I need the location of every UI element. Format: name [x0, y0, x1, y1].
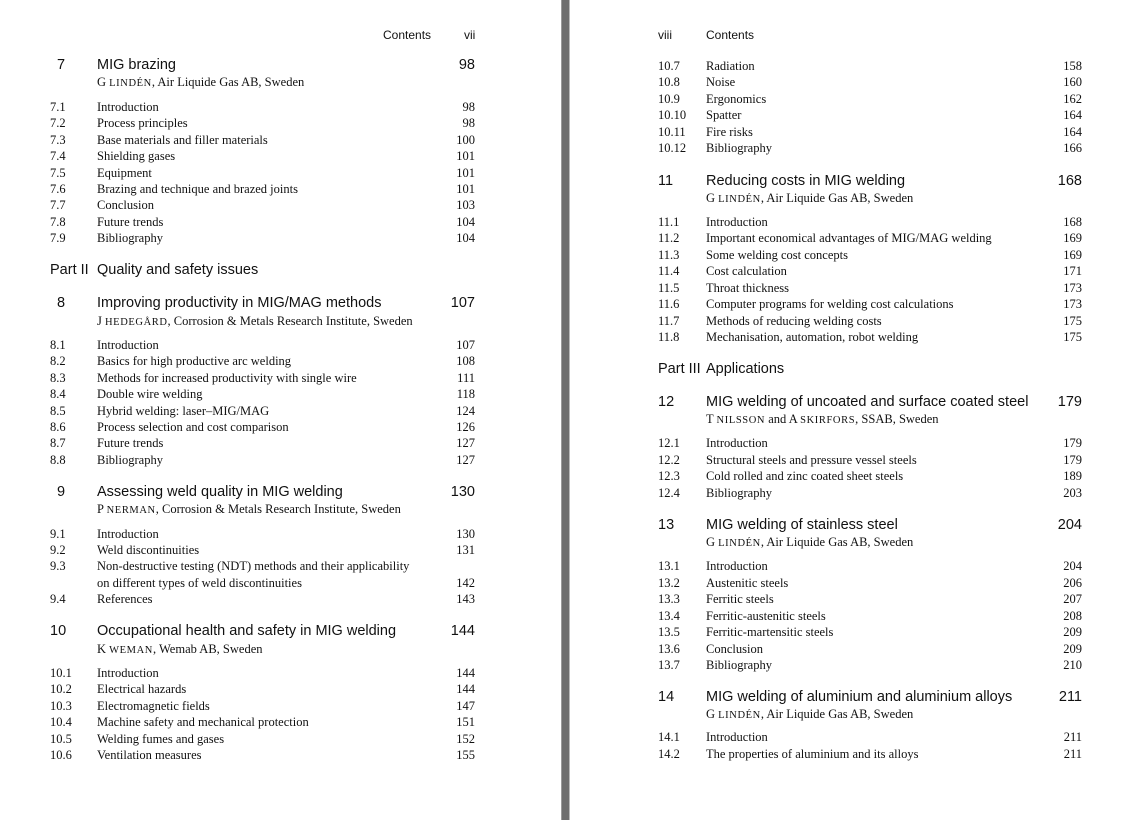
section-page: 164 [1063, 108, 1082, 122]
section-number: 9.1 [50, 527, 66, 541]
section-page: 151 [456, 715, 475, 729]
section-number: 7.7 [50, 198, 66, 212]
chapter-page: 204 [1057, 517, 1082, 533]
section-number: 11.7 [658, 314, 680, 328]
section-page: 107 [456, 338, 475, 352]
chapter-title: MIG welding of uncoated and surface coated steel [706, 394, 1029, 410]
chapter-number: 7 [57, 57, 66, 73]
section-title: Future trends [97, 215, 164, 229]
section-title: Basics for high productive arc welding [97, 354, 292, 368]
section-title: Ferritic-martensitic steels [706, 625, 834, 639]
section-page: 103 [456, 198, 475, 212]
section-title: Austenitic steels [706, 576, 789, 590]
chapter-number: 8 [57, 295, 66, 311]
section-number: 11.4 [658, 264, 680, 278]
section-page: 175 [1063, 330, 1082, 344]
chapter-author: G LINDÉN, Air Liquide Gas AB, Sweden [97, 75, 305, 89]
section-title: Hybrid welding: laser–MIG/MAG [97, 404, 270, 418]
section-number: 13.6 [658, 642, 680, 656]
section-title-continued: on different types of weld discontinuities [97, 576, 302, 590]
chapter-author: G LINDÉN, Air Liquide Gas AB, Sweden [706, 707, 914, 721]
section-page: 131 [456, 543, 475, 557]
section-number: 10.1 [50, 666, 72, 680]
section-page: 166 [1063, 141, 1082, 155]
section-page: 211 [1063, 747, 1082, 761]
chapter-page: 107 [450, 295, 475, 311]
section-page: 130 [456, 527, 475, 541]
section-title: Fire risks [706, 125, 753, 139]
section-page: 111 [457, 371, 475, 385]
section-page: 169 [1063, 231, 1082, 245]
section-number: 8.1 [50, 338, 66, 352]
section-page: 101 [456, 182, 475, 196]
section-title: Bibliography [706, 486, 772, 500]
section-page: 142 [456, 576, 475, 590]
section-title: Computer programs for welding cost calculations [706, 297, 954, 311]
section-page: 209 [1063, 625, 1082, 639]
chapter-page: 179 [1057, 394, 1082, 410]
section-number: 12.3 [658, 469, 680, 483]
section-title: Base materials and filler materials [97, 133, 268, 147]
section-page: 98 [462, 100, 475, 114]
section-page: 143 [456, 592, 475, 606]
section-title: Throat thickness [706, 281, 789, 295]
section-title: Some welding cost concepts [706, 248, 848, 262]
section-number: 8.3 [50, 371, 66, 385]
chapter-number: 9 [57, 484, 66, 500]
section-page: 162 [1063, 92, 1082, 106]
section-page: 127 [456, 436, 475, 450]
chapter-author: T NILSSON and A SKIRFORS, SSAB, Sweden [706, 412, 939, 426]
section-number: 13.1 [658, 559, 680, 573]
section-page: 118 [456, 387, 475, 401]
section-page: 124 [456, 404, 475, 418]
section-title: Bibliography [97, 231, 163, 245]
chapter-title: Occupational health and safety in MIG welding [97, 623, 397, 639]
section-title: Ferritic-austenitic steels [706, 609, 826, 623]
section-title: Shielding gases [97, 149, 176, 163]
chapter-page: 144 [450, 623, 475, 639]
section-title: Electrical hazards [97, 682, 187, 696]
section-title: Mechanisation, automation, robot welding [706, 330, 919, 344]
section-page: 104 [456, 215, 475, 229]
section-title: Ventilation measures [97, 748, 202, 762]
section-number: 10.2 [50, 682, 72, 696]
section-page: 203 [1063, 486, 1082, 500]
section-number: 7.5 [50, 166, 66, 180]
section-title: Bibliography [706, 658, 772, 672]
section-title: Process principles [97, 116, 188, 130]
section-page: 160 [1063, 75, 1082, 89]
section-page: 155 [456, 748, 475, 762]
section-title: Spatter [706, 108, 742, 122]
section-page: 207 [1063, 592, 1082, 606]
section-number: 10.4 [50, 715, 72, 729]
section-title: References [97, 592, 153, 606]
section-page: 208 [1063, 609, 1082, 623]
section-number: 11.3 [658, 248, 680, 262]
section-number: 10.8 [658, 75, 680, 89]
section-title: Ergonomics [706, 92, 767, 106]
section-number: 10.3 [50, 699, 72, 713]
section-title: Radiation [706, 59, 755, 73]
part-label: Part III [658, 361, 701, 377]
section-number: 7.6 [50, 182, 66, 196]
section-title: Bibliography [706, 141, 772, 155]
section-number: 9.4 [50, 592, 66, 606]
chapter-author: K WEMAN, Wemab AB, Sweden [97, 642, 263, 656]
chapter-page: 211 [1058, 689, 1082, 705]
section-page: 173 [1063, 297, 1082, 311]
section-title: Equipment [97, 166, 152, 180]
section-page: 164 [1063, 125, 1082, 139]
section-title: Introduction [97, 338, 159, 352]
section-number: 11.6 [658, 297, 680, 311]
section-number: 8.6 [50, 420, 66, 434]
section-number: 7.1 [50, 100, 66, 114]
section-page: 169 [1063, 248, 1082, 262]
chapter-author: G LINDÉN, Air Liquide Gas AB, Sweden [706, 535, 914, 549]
chapter-author: P NERMAN, Corrosion & Metals Research Institute, Sweden [97, 502, 401, 516]
chapter-number: 12 [658, 394, 675, 410]
running-head: Contents [706, 28, 755, 42]
section-title: Conclusion [97, 198, 154, 212]
section-title: Machine safety and mechanical protection [97, 715, 309, 729]
section-title: Cost calculation [706, 264, 787, 278]
section-page: 211 [1063, 730, 1082, 744]
section-number: 8.2 [50, 354, 66, 368]
section-number: 7.4 [50, 149, 66, 163]
section-number: 10.7 [658, 59, 680, 73]
section-title: Noise [706, 75, 736, 89]
chapter-title: MIG brazing [97, 57, 176, 73]
section-page: 104 [456, 231, 475, 245]
chapter-title: MIG welding of stainless steel [706, 517, 898, 533]
chapter-page: 168 [1057, 173, 1082, 189]
section-page: 204 [1063, 559, 1082, 573]
section-title: Introduction [706, 559, 768, 573]
section-number: 9.2 [50, 543, 66, 557]
section-page: 144 [456, 666, 475, 680]
section-number: 14.2 [658, 747, 680, 761]
part-title: Quality and safety issues [97, 262, 259, 278]
section-page: 171 [1063, 264, 1082, 278]
section-page: 101 [456, 149, 475, 163]
section-page: 189 [1063, 469, 1082, 483]
section-number: 13.2 [658, 576, 680, 590]
section-title: Introduction [97, 100, 159, 114]
section-number: 10.9 [658, 92, 680, 106]
section-title: Structural steels and pressure vessel steels [706, 453, 917, 467]
section-page: 127 [456, 453, 475, 467]
section-title: Methods of reducing welding costs [706, 314, 882, 328]
section-number: 12.2 [658, 453, 680, 467]
section-page: 209 [1063, 642, 1082, 656]
section-page: 210 [1063, 658, 1082, 672]
section-number: 10.11 [658, 125, 686, 139]
chapter-author: J HEDEGÅRD, Corrosion & Metals Research Institute, Sweden [97, 314, 413, 328]
section-title: Important economical advantages of MIG/MAG welding [706, 231, 992, 245]
section-title: Cold rolled and zinc coated sheet steels [706, 469, 904, 483]
section-number: 10.10 [658, 108, 687, 122]
section-number: 7.9 [50, 231, 66, 245]
chapter-title: Assessing weld quality in MIG welding [97, 484, 343, 500]
page-number: vii [464, 28, 476, 42]
section-number: 7.3 [50, 133, 66, 147]
section-title: Weld discontinuities [97, 543, 200, 557]
section-page: 101 [456, 166, 475, 180]
part-label: Part II [50, 262, 89, 278]
chapter-page: 130 [450, 484, 475, 500]
section-page: 152 [456, 732, 475, 746]
section-number: 7.2 [50, 116, 66, 130]
section-page: 147 [456, 699, 475, 713]
page-number: viii [658, 28, 672, 42]
section-page: 158 [1063, 59, 1082, 73]
section-number: 13.3 [658, 592, 680, 606]
section-title: Brazing and technique and brazed joints [97, 182, 298, 196]
chapter-number: 10 [50, 623, 67, 639]
section-number: 9.3 [50, 559, 66, 573]
section-number: 8.7 [50, 436, 66, 450]
chapter-title: Reducing costs in MIG welding [706, 173, 906, 189]
part-title: Applications [706, 361, 785, 377]
chapter-number: 11 [658, 173, 674, 189]
chapter-page: 98 [458, 57, 475, 73]
section-number: 8.4 [50, 387, 66, 401]
section-number: 7.8 [50, 215, 66, 229]
section-number: 13.5 [658, 625, 680, 639]
section-number: 11.1 [658, 215, 680, 229]
section-title: Conclusion [706, 642, 763, 656]
section-page: 168 [1063, 215, 1082, 229]
section-number: 10.5 [50, 732, 72, 746]
section-title: Process selection and cost comparison [97, 420, 289, 434]
section-title: Non-destructive testing (NDT) methods and their applicability [97, 559, 410, 573]
section-title: The properties of aluminium and its alloys [706, 747, 919, 761]
section-title: Methods for increased productivity with single wire [97, 371, 357, 385]
section-title: Introduction [97, 527, 159, 541]
chapter-number: 13 [658, 517, 675, 533]
section-number: 11.2 [658, 231, 680, 245]
chapter-title: MIG welding of aluminium and aluminium alloys [706, 689, 1013, 705]
section-page: 175 [1063, 314, 1082, 328]
section-title: Introduction [706, 436, 768, 450]
section-page: 144 [456, 682, 475, 696]
chapter-number: 14 [658, 689, 675, 705]
section-number: 11.5 [658, 281, 680, 295]
section-page: 179 [1063, 436, 1082, 450]
section-page: 173 [1063, 281, 1082, 295]
section-page: 100 [456, 133, 475, 147]
section-number: 14.1 [658, 730, 680, 744]
section-title: Introduction [97, 666, 159, 680]
section-number: 12.4 [658, 486, 680, 500]
section-page: 206 [1063, 576, 1082, 590]
chapter-title: Improving productivity in MIG/MAG methods [97, 295, 382, 311]
section-page: 98 [462, 116, 475, 130]
section-number: 8.5 [50, 404, 66, 418]
chapter-author: G LINDÉN, Air Liquide Gas AB, Sweden [706, 191, 914, 205]
section-number: 13.7 [658, 658, 680, 672]
section-number: 8.8 [50, 453, 66, 467]
book-spine-gutter [561, 0, 570, 820]
section-number: 12.1 [658, 436, 680, 450]
section-title: Ferritic steels [706, 592, 774, 606]
section-page: 108 [456, 354, 475, 368]
section-number: 11.8 [658, 330, 680, 344]
section-title: Introduction [706, 730, 768, 744]
section-title: Electromagnetic fields [97, 699, 210, 713]
section-page: 126 [456, 420, 475, 434]
section-number: 10.6 [50, 748, 72, 762]
left-page [0, 0, 561, 820]
section-page: 179 [1063, 453, 1082, 467]
section-title: Bibliography [97, 453, 163, 467]
right-page [570, 0, 1129, 820]
section-number: 13.4 [658, 609, 680, 623]
running-head: Contents [383, 28, 432, 42]
section-title: Double wire welding [97, 387, 203, 401]
section-title: Future trends [97, 436, 164, 450]
section-title: Welding fumes and gases [97, 732, 225, 746]
section-number: 10.12 [658, 141, 687, 155]
section-title: Introduction [706, 215, 768, 229]
